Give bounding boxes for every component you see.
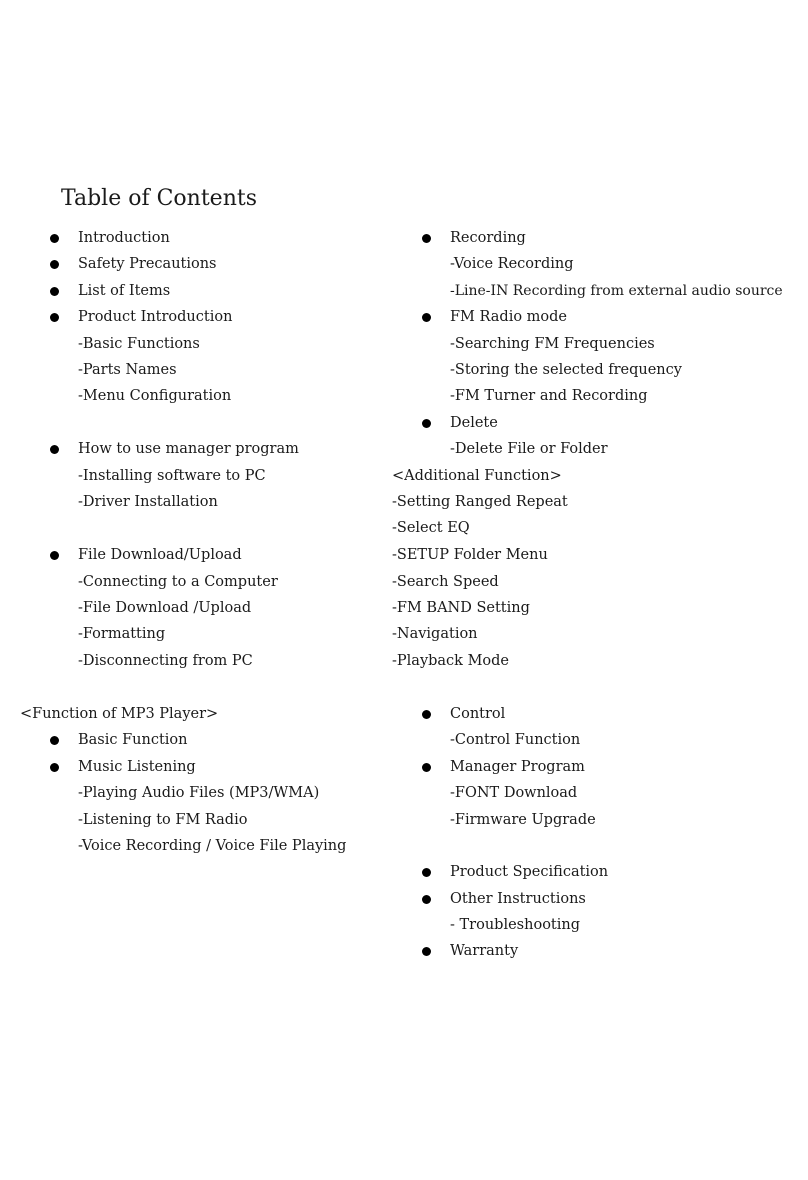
bullet-icon xyxy=(50,313,59,322)
bullet-icon xyxy=(50,736,59,745)
toc-subentry-disconnecting-pc[interactable]: -Disconnecting from PC xyxy=(78,653,253,669)
toc-subentry-driver-installation[interactable]: -Driver Installation xyxy=(78,494,218,510)
toc-subentry-playback-mode[interactable]: -Playback Mode xyxy=(392,653,510,669)
section-heading-additional-function: <Additional Function> xyxy=(392,468,562,484)
toc-subentry-voice-recording[interactable]: -Voice Recording xyxy=(450,256,574,272)
toc-subentry-setup-folder-menu[interactable]: -SETUP Folder Menu xyxy=(392,547,548,563)
toc-subentry-line-in-recording[interactable]: -Line-IN Recording from external audio source xyxy=(450,283,783,299)
toc-subentry-connecting-computer[interactable]: -Connecting to a Computer xyxy=(78,574,278,590)
toc-subentry-fm-turner-recording[interactable]: -FM Turner and Recording xyxy=(450,388,648,404)
toc-subentry-listening-fm[interactable]: -Listening to FM Radio xyxy=(78,812,248,828)
toc-subentry-playing-audio[interactable]: -Playing Audio Files (MP3/WMA) xyxy=(78,785,320,801)
bullet-icon xyxy=(50,287,59,296)
toc-entry-other-instructions[interactable]: Other Instructions xyxy=(450,891,586,907)
toc-subentry-formatting[interactable]: -Formatting xyxy=(78,626,166,642)
bullet-icon xyxy=(50,551,59,560)
toc-subentry-parts-names[interactable]: -Parts Names xyxy=(78,362,177,378)
toc-entry-list-of-items[interactable]: List of Items xyxy=(78,283,171,299)
toc-entry-how-to-use-manager[interactable]: How to use manager program xyxy=(78,441,299,457)
toc-subentry-firmware-upgrade[interactable]: -Firmware Upgrade xyxy=(450,812,596,828)
toc-entry-fm-radio-mode[interactable]: FM Radio mode xyxy=(450,309,568,325)
toc-subentry-voice-recording-playing[interactable]: -Voice Recording / Voice File Playing xyxy=(78,838,347,854)
toc-subentry-delete-file-folder[interactable]: -Delete File or Folder xyxy=(450,441,608,457)
toc-entry-product-introduction[interactable]: Product Introduction xyxy=(78,309,233,325)
toc-subentry-select-eq[interactable]: -Select EQ xyxy=(392,520,470,536)
bullet-icon xyxy=(422,710,431,719)
toc-subentry-menu-configuration[interactable]: -Menu Configuration xyxy=(78,388,232,404)
bullet-icon xyxy=(422,234,431,243)
toc-entry-introduction[interactable]: Introduction xyxy=(78,230,170,246)
page-title: Table of Contents xyxy=(61,186,258,211)
toc-subentry-navigation[interactable]: -Navigation xyxy=(392,626,478,642)
toc-subentry-basic-functions[interactable]: -Basic Functions xyxy=(78,336,200,352)
toc-subentry-troubleshooting[interactable]: - Troubleshooting xyxy=(450,917,581,933)
toc-subentry-control-function[interactable]: -Control Function xyxy=(450,732,581,748)
toc-entry-safety-precautions[interactable]: Safety Precautions xyxy=(78,256,217,272)
toc-subentry-installing-software[interactable]: -Installing software to PC xyxy=(78,468,266,484)
toc-subentry-storing-frequency[interactable]: -Storing the selected frequency xyxy=(450,362,682,378)
bullet-icon xyxy=(422,868,431,877)
toc-entry-product-specification[interactable]: Product Specification xyxy=(450,864,609,880)
bullet-icon xyxy=(422,313,431,322)
bullet-icon xyxy=(50,260,59,269)
toc-entry-warranty[interactable]: Warranty xyxy=(450,943,519,959)
toc-entry-basic-function[interactable]: Basic Function xyxy=(78,732,188,748)
toc-entry-recording[interactable]: Recording xyxy=(450,230,526,246)
toc-entry-music-listening[interactable]: Music Listening xyxy=(78,759,196,775)
bullet-icon xyxy=(50,763,59,772)
toc-subentry-searching-fm[interactable]: -Searching FM Frequencies xyxy=(450,336,655,352)
toc-subentry-file-download-upload[interactable]: -File Download /Upload xyxy=(78,600,252,616)
toc-entry-file-download-upload[interactable]: File Download/Upload xyxy=(78,547,242,563)
bullet-icon xyxy=(422,947,431,956)
toc-subentry-setting-ranged-repeat[interactable]: -Setting Ranged Repeat xyxy=(392,494,568,510)
bullet-icon xyxy=(422,419,431,428)
section-heading-function-of-mp3: <Function of MP3 Player> xyxy=(20,706,219,722)
bullet-icon xyxy=(50,445,59,454)
toc-subentry-font-download[interactable]: -FONT Download xyxy=(450,785,578,801)
toc-subentry-search-speed[interactable]: -Search Speed xyxy=(392,574,499,590)
toc-subentry-fm-band-setting[interactable]: -FM BAND Setting xyxy=(392,600,530,616)
toc-entry-delete[interactable]: Delete xyxy=(450,415,498,431)
bullet-icon xyxy=(422,763,431,772)
bullet-icon xyxy=(422,895,431,904)
toc-entry-manager-program[interactable]: Manager Program xyxy=(450,759,585,775)
toc-entry-control[interactable]: Control xyxy=(450,706,506,722)
bullet-icon xyxy=(50,234,59,243)
